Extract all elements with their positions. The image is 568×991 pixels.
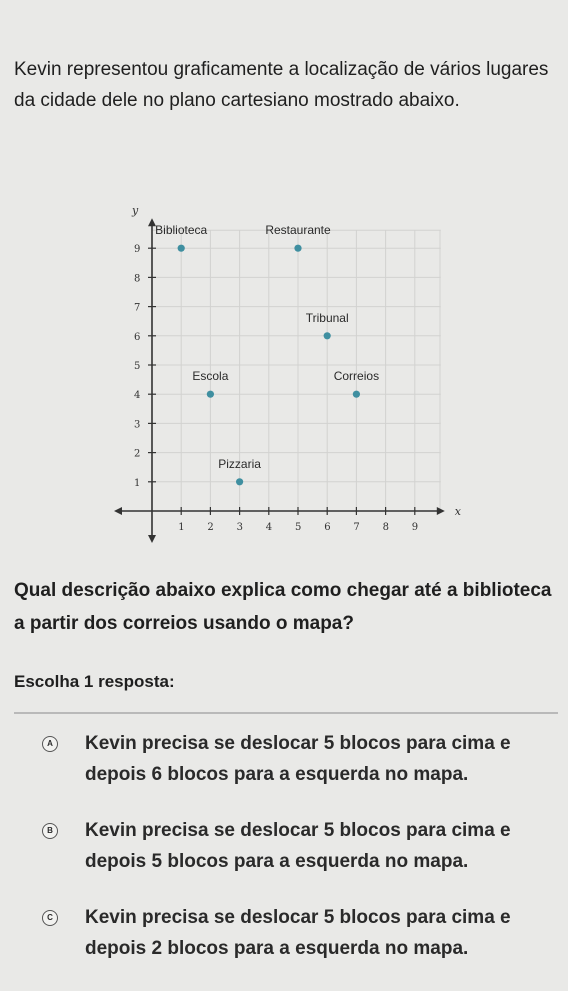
point-correios bbox=[353, 391, 360, 398]
x-tick-label: 7 bbox=[353, 522, 360, 533]
question-text: Qual descrição abaixo explica como chegar até a biblioteca a partir dos correios usando o mapa? bbox=[14, 580, 552, 634]
x-tick-label: 6 bbox=[324, 522, 331, 533]
coordinate-plane bbox=[98, 190, 462, 550]
point-escola bbox=[207, 391, 214, 398]
x-tick-label: 2 bbox=[207, 522, 214, 533]
option-c-radio[interactable]: C bbox=[42, 910, 58, 926]
answer-option-b[interactable] bbox=[42, 815, 542, 877]
point-restaurante bbox=[294, 245, 301, 252]
answer-option-c[interactable] bbox=[42, 902, 542, 964]
y-tick-label: 6 bbox=[134, 331, 141, 343]
x-tick-label: 3 bbox=[236, 522, 243, 533]
option-a-text: Kevin precisa se deslocar 5 blocos para cima e depois 6 blocos para a esquerda no mapa. bbox=[85, 733, 511, 785]
point-label-correios: Correios bbox=[333, 369, 380, 384]
y-tick-label: 4 bbox=[134, 390, 141, 402]
option-b-radio[interactable]: B bbox=[42, 823, 58, 839]
choose-label: Escolha 1 resposta: bbox=[14, 672, 175, 691]
point-label-escola: Escola bbox=[192, 369, 229, 384]
y-axis-label: y bbox=[132, 204, 139, 218]
point-label-biblioteca: Biblioteca bbox=[155, 223, 208, 238]
x-tick-label: 5 bbox=[295, 522, 302, 533]
point-pizzaria bbox=[236, 478, 243, 485]
answer-option-a[interactable] bbox=[42, 728, 542, 790]
x-axis-arrow-icon bbox=[114, 507, 122, 515]
option-a-radio[interactable]: A bbox=[42, 736, 58, 752]
y-tick-label: 5 bbox=[134, 361, 141, 372]
y-tick-label: 2 bbox=[134, 448, 141, 460]
point-tribunal bbox=[324, 332, 331, 339]
question-intro: Kevin representou graficamente a localização de vários lugares da cidade dele no plano cartesiano mostrado abaixo. bbox=[14, 59, 549, 111]
y-tick-label: 9 bbox=[134, 244, 141, 256]
option-c-text: Kevin precisa se deslocar 5 blocos para cima e depois 2 blocos para a esquerda no mapa. bbox=[85, 907, 511, 959]
point-biblioteca bbox=[178, 245, 185, 252]
point-label-tribunal: Tribunal bbox=[305, 310, 349, 325]
y-axis-arrow-icon bbox=[148, 535, 156, 543]
option-b-text: Kevin precisa se deslocar 5 blocos para cima e depois 5 blocos para a esquerda no mapa. bbox=[85, 820, 511, 872]
x-tick-label: 8 bbox=[382, 522, 389, 533]
x-tick-label: 4 bbox=[265, 522, 273, 533]
x-axis-arrow-icon bbox=[437, 507, 445, 515]
x-axis-label: x bbox=[454, 505, 462, 518]
y-tick-label: 8 bbox=[134, 273, 141, 285]
x-tick-label: 9 bbox=[411, 522, 419, 533]
coordinate-plane-svg bbox=[98, 190, 462, 550]
y-tick-label: 3 bbox=[134, 419, 141, 431]
y-tick-label: 1 bbox=[134, 477, 141, 489]
y-tick-label: 7 bbox=[134, 302, 141, 314]
divider bbox=[14, 712, 558, 714]
x-tick-label: 1 bbox=[178, 522, 185, 533]
point-label-pizzaria: Pizzaria bbox=[218, 456, 261, 471]
point-label-restaurante: Restaurante bbox=[265, 223, 331, 238]
